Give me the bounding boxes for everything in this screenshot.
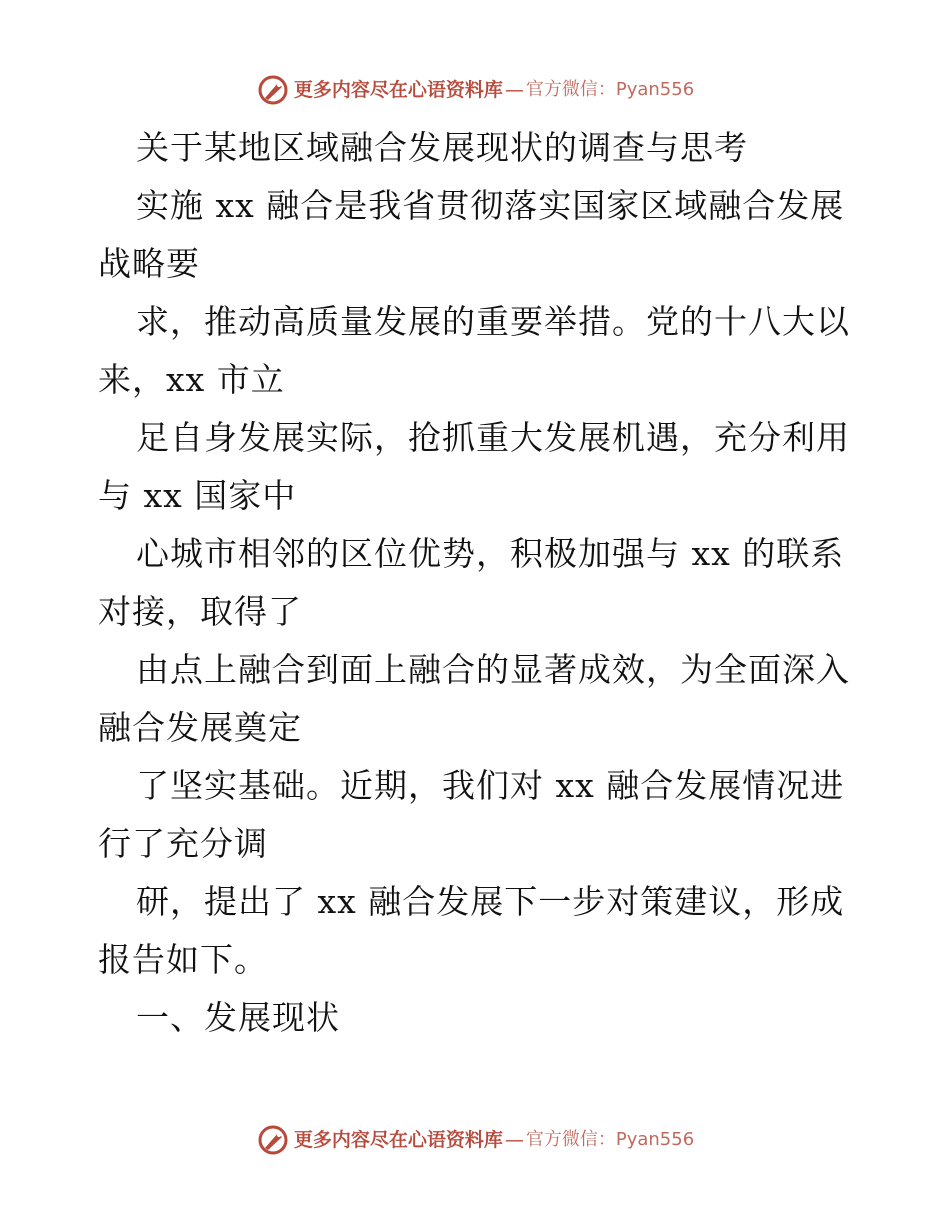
paragraph-line: 了坚实基础。近期，我们对 xx 融合发展情况进 [136,766,845,805]
footer-banner [0,1120,950,1160]
header-banner [0,70,950,110]
banner-wechat-text: 官方微信：Pyan556 [525,1129,695,1150]
section-heading: 一、发展现状 [136,998,340,1037]
paragraph-line: 来，xx 市立 [98,360,285,399]
paragraph-line: 报告如下。 [98,940,268,979]
paragraph-line: 实施 xx 融合是我省贯彻落实国家区域融合发展 [136,186,845,225]
banner-separator: — [504,79,524,101]
banner-main-text: 更多内容尽在心语资料库 [293,79,503,101]
banner-separator: — [504,1129,524,1151]
banner-main-text: 更多内容尽在心语资料库 [293,1129,503,1151]
paragraph-line: 由点上融合到面上融合的显著成效，为全面深入 [136,650,850,689]
document-title: 关于某地区域融合发展现状的调查与思考 [136,128,748,167]
paragraph-line: 求，推动高质量发展的重要举措。党的十八大以 [136,302,850,341]
pen-nib-logo-icon [256,73,290,107]
paragraph-line: 足自身发展实际，抢抓重大发展机遇，充分利用 [136,418,850,457]
paragraph-line: 行了充分调 [98,824,268,863]
pen-nib-logo-icon [256,1123,290,1157]
paragraph-line: 对接，取得了 [98,592,302,631]
banner-wechat-text: 官方微信：Pyan556 [525,79,695,100]
paragraph-line: 战略要 [98,244,200,283]
paragraph-line: 心城市相邻的区位优势，积极加强与 xx 的联系 [136,534,845,573]
paragraph-line: 与 xx 国家中 [98,476,297,515]
paragraph-line: 融合发展奠定 [98,708,302,747]
paragraph-line: 研，提出了 xx 融合发展下一步对策建议，形成 [136,882,845,921]
